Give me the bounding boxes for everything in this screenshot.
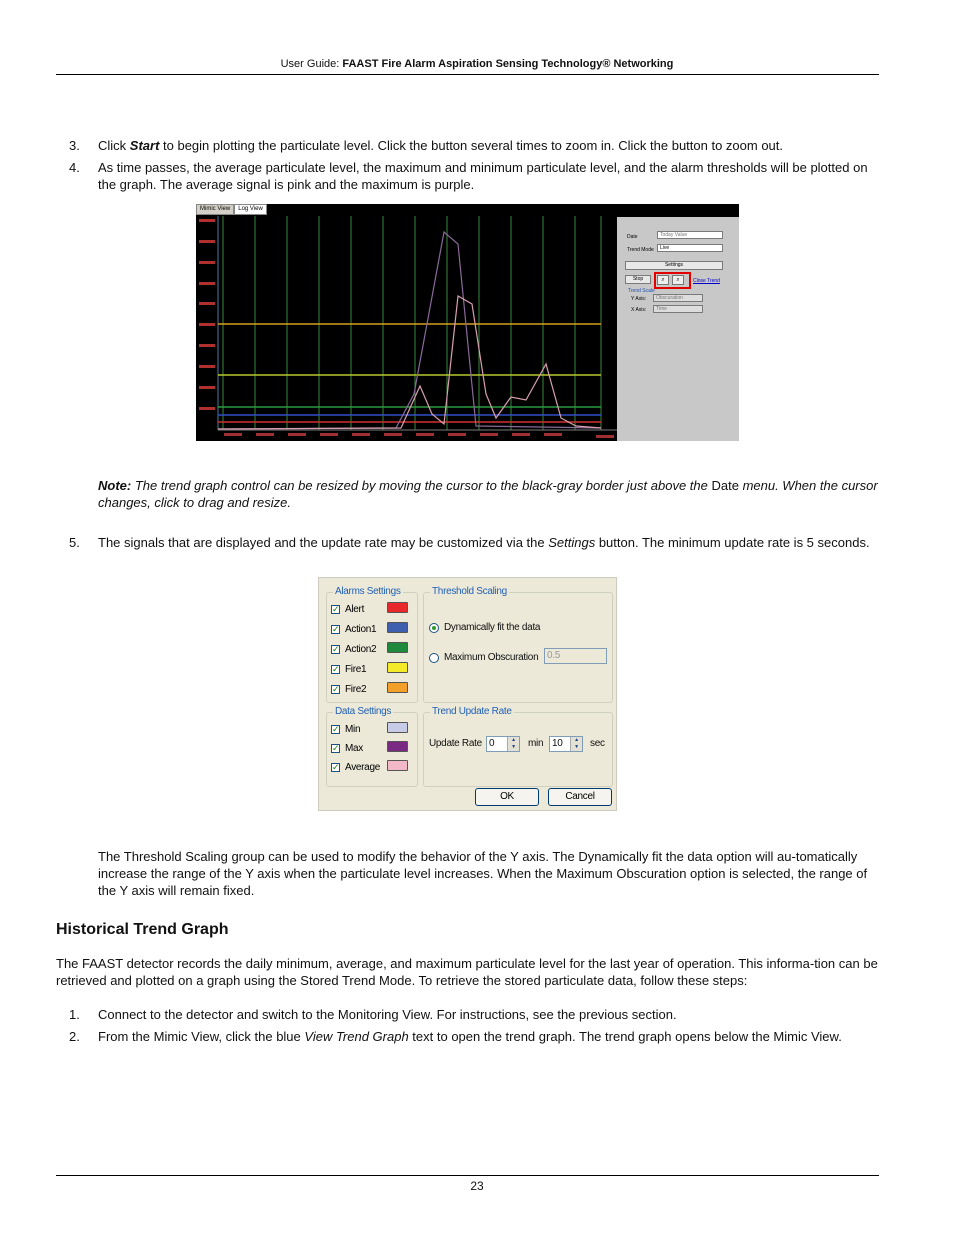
trend-mode-label: Trend Mode <box>627 247 654 253</box>
max-obscuration-label: Maximum Obscuration <box>444 652 539 663</box>
alert-color-swatch[interactable] <box>387 602 408 613</box>
tab-log-view[interactable]: Log View <box>234 204 267 215</box>
list-number: 1. <box>69 1007 80 1022</box>
trend-side-panel <box>617 217 739 441</box>
action1-checkbox[interactable]: ✓ <box>332 623 340 634</box>
trend-plot <box>196 204 617 441</box>
alarm-row-fire1 <box>331 663 383 675</box>
date-label: Date <box>627 234 638 240</box>
data-settings-title: Data Settings <box>335 706 392 717</box>
alert-checkbox[interactable]: ✓ <box>332 603 340 614</box>
x-axis-label: X Axis: <box>631 307 647 313</box>
section-heading: Historical Trend Graph <box>56 921 229 938</box>
header-title: FAAST Fire Alarm Aspiration Sensing Technology® Networking <box>342 58 674 70</box>
min-unit-label: min <box>528 738 544 749</box>
settings-button[interactable]: Settings <box>625 261 723 270</box>
list-text: Connect to the detector and switch to the Monitoring View. For instructions, see the previous section. <box>98 1007 677 1022</box>
note-paragraph: Note: The trend graph control can be resized by moving the cursor to the black-gray border just above the Date menu. When the cursor changes, click to drag and resize. <box>98 478 878 510</box>
alarms-settings-title: Alarms Settings <box>335 586 401 597</box>
update-rate-min-input[interactable] <box>486 736 520 752</box>
fire1-checkbox[interactable]: ✓ <box>332 663 340 674</box>
list-number: 2. <box>69 1029 80 1044</box>
view-trend-graph-term: View Trend Graph <box>304 1029 409 1044</box>
alarm-row-alert <box>331 603 383 615</box>
list-text: Click Start to begin plotting the particulate level. Click the button several times to zoom in. Click the button to zoom out. <box>98 138 784 153</box>
update-rate-min-value: 0 <box>489 738 495 749</box>
page-number: 23 <box>470 1179 484 1193</box>
update-rate-sec-input[interactable] <box>549 736 583 752</box>
threshold-scaling-title: Threshold Scaling <box>432 586 507 597</box>
trend-mode-select[interactable]: Live <box>657 244 723 252</box>
trend-update-rate-title: Trend Update Rate <box>432 706 512 717</box>
list-text: As time passes, the average particulate level, the maximum and minimum particulate level, and the alarm thresholds will be plotted on the graph. The average signal is pink and the maximum is purple. <box>98 160 868 192</box>
sec-unit-label: sec <box>590 738 605 749</box>
ok-button[interactable]: OK <box>475 788 539 806</box>
max-obscuration-option[interactable] <box>429 652 538 663</box>
settings-dialog <box>318 577 617 811</box>
alarm-row-action2 <box>331 643 383 655</box>
trend-scale-label: Trend Scale <box>628 288 655 294</box>
settings-term: Settings <box>548 535 596 550</box>
list-number: 5. <box>69 535 80 550</box>
min-checkbox[interactable]: ✓ <box>332 723 340 734</box>
section-intro: The FAAST detector records the daily minimum, average, and maximum particulate level for the last year of operation. This informa-tion can be retrieved and plotted on a graph using the Stored Trend Mode. To retrieve the stored particulate data, follow these steps: <box>56 956 878 988</box>
close-trend-link[interactable]: Close Trend <box>693 278 720 284</box>
page-header <box>0 58 954 70</box>
action2-color-swatch[interactable] <box>387 642 408 653</box>
header-prefix: User Guide: <box>280 58 343 70</box>
action1-label: Action1 <box>345 623 377 635</box>
alarm-row-fire2 <box>331 683 383 695</box>
average-color-swatch[interactable] <box>387 760 408 771</box>
date-term: Date <box>711 478 739 493</box>
x-axis-field[interactable]: Time <box>653 305 703 313</box>
max-checkbox[interactable]: ✓ <box>332 742 340 753</box>
zoom-in-icon[interactable]: ⌕ <box>657 275 669 285</box>
footer-rule <box>56 1175 879 1176</box>
tab-mimic-view[interactable]: Mimic View <box>196 204 234 215</box>
note-label: Note: <box>98 478 132 493</box>
min-spinner-icon[interactable]: ▲ ▼ <box>507 737 519 751</box>
start-term: Start <box>129 138 160 153</box>
data-row-max <box>331 742 383 754</box>
list-number: 3. <box>69 138 80 153</box>
max-label: Max <box>345 742 363 754</box>
cancel-button[interactable]: Cancel <box>548 788 612 806</box>
update-rate-sec-value: 10 <box>552 738 563 749</box>
min-color-swatch[interactable] <box>387 722 408 733</box>
fire1-color-swatch[interactable] <box>387 662 408 673</box>
view-tabs <box>196 204 267 215</box>
data-row-min <box>331 723 383 735</box>
alert-label: Alert <box>345 603 365 615</box>
sec-spinner-icon[interactable]: ▲ ▼ <box>570 737 582 751</box>
action1-color-swatch[interactable] <box>387 622 408 633</box>
list-text: The signals that are displayed and the update rate may be customized via the Settings button. The minimum update rate is 5 seconds. <box>98 535 870 550</box>
stop-button[interactable]: Stop <box>625 275 651 284</box>
fire1-label: Fire1 <box>345 663 367 675</box>
min-label: Min <box>345 723 361 735</box>
update-rate-label: Update Rate <box>429 738 482 749</box>
fire2-checkbox[interactable]: ✓ <box>332 683 340 694</box>
dynamic-fit-option[interactable] <box>429 622 540 633</box>
list-number: 4. <box>69 160 80 175</box>
average-label: Average <box>345 761 380 773</box>
header-rule <box>56 74 879 75</box>
max-color-swatch[interactable] <box>387 741 408 752</box>
action2-label: Action2 <box>345 643 377 655</box>
dynamic-fit-radio[interactable] <box>429 623 439 633</box>
max-obscuration-input[interactable]: 0.5 <box>544 648 607 664</box>
zoom-out-icon[interactable]: ⌕ <box>672 275 684 285</box>
y-axis-field[interactable]: Obscuration <box>653 294 703 302</box>
data-row-average <box>331 761 383 773</box>
fire2-label: Fire2 <box>345 683 367 695</box>
action2-checkbox[interactable]: ✓ <box>332 643 340 654</box>
y-axis-label: Y Axis: <box>631 296 647 302</box>
list-text: From the Mimic View, click the blue View Trend Graph text to open the trend graph. The trend graph opens below the Mimic View. <box>98 1029 842 1044</box>
dynamic-fit-label: Dynamically fit the data <box>444 622 541 633</box>
date-select[interactable]: Today Value <box>657 231 723 239</box>
max-obscuration-radio[interactable] <box>429 653 439 663</box>
trend-graph-screenshot <box>196 204 739 441</box>
fire2-color-swatch[interactable] <box>387 682 408 693</box>
average-checkbox[interactable]: ✓ <box>332 761 340 772</box>
alarm-row-action1 <box>331 623 383 635</box>
threshold-paragraph: The Threshold Scaling group can be used to modify the behavior of the Y axis. The Dynamically fit the data option will au-tomatically increase the range of the Y axis when the particulate level increases. When the Maximum Obscuration option is selected, the range of the Y axis will remain fixed. <box>98 849 868 898</box>
